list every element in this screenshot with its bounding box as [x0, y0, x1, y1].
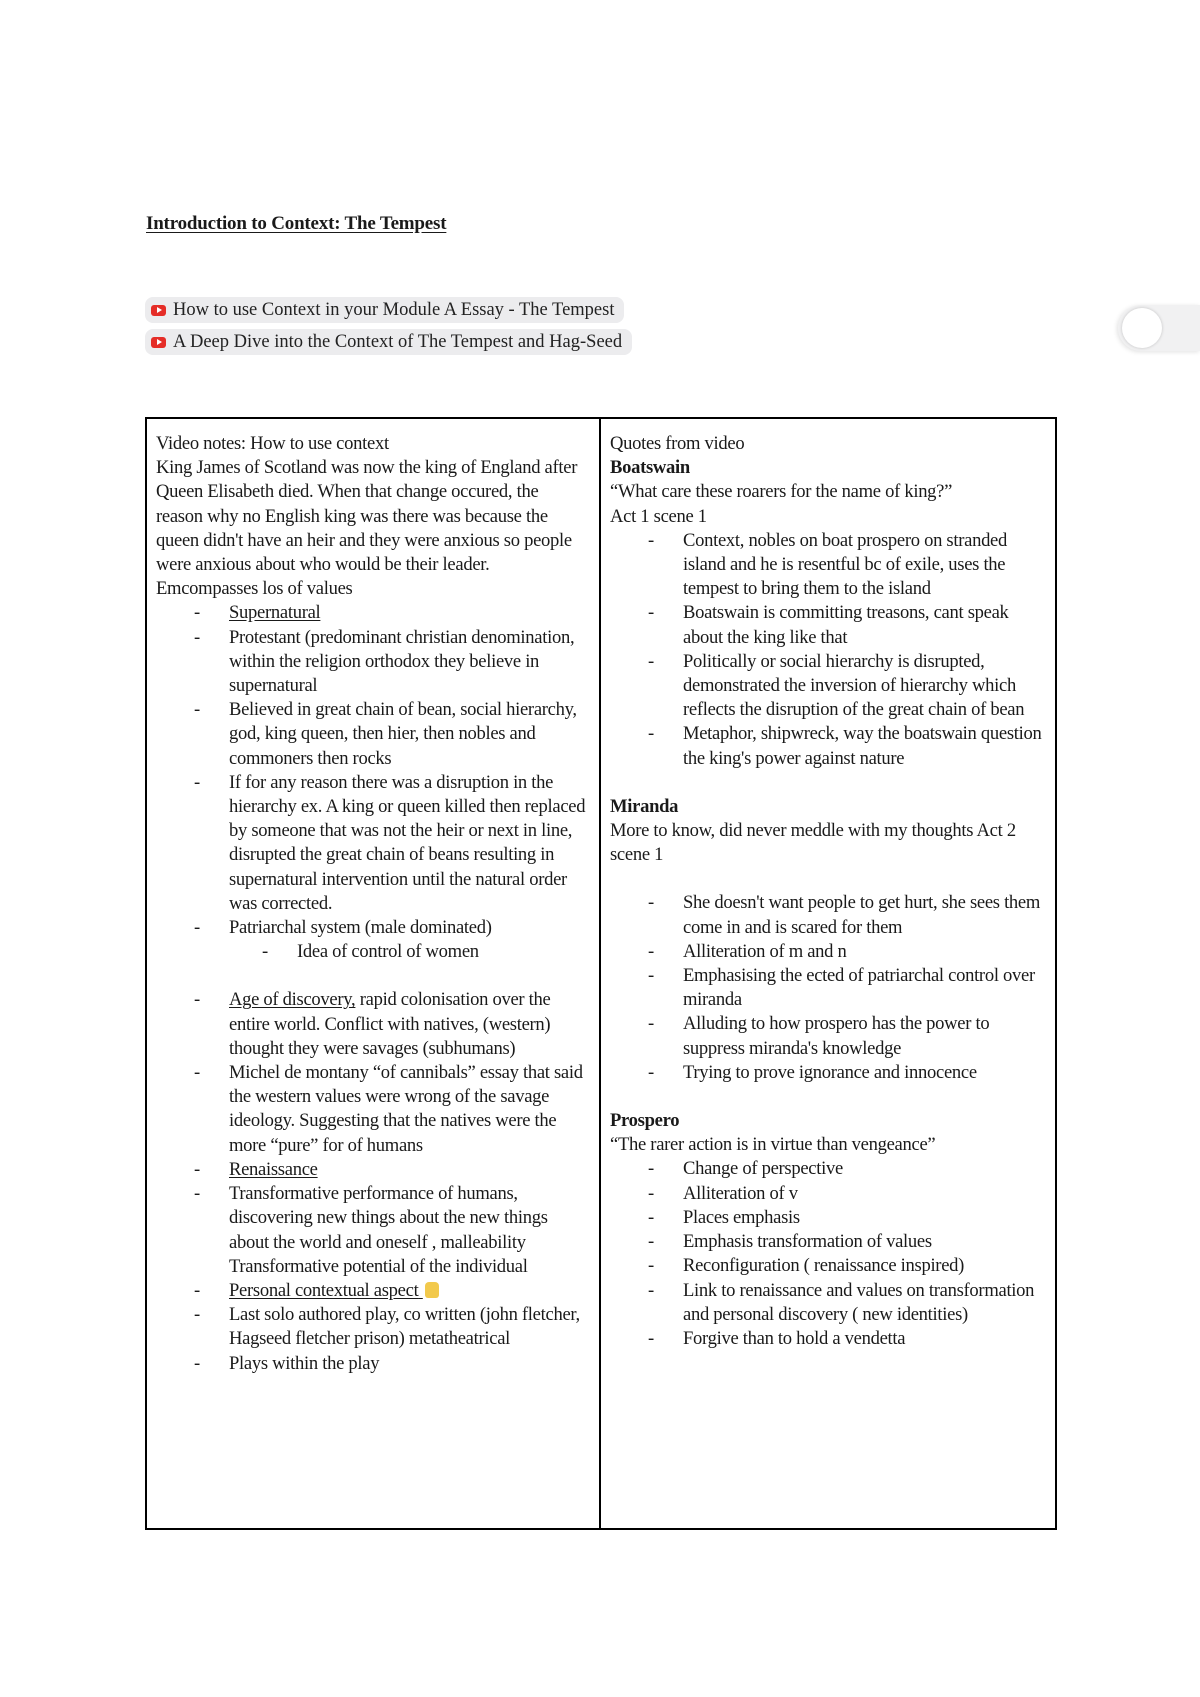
- side-panel-toggle[interactable]: [1118, 305, 1200, 351]
- patriarchy-sublist: [156, 940, 589, 964]
- list-item: - Last solo authored play, co written (john fletcher, Hagseed fletcher prison) metatheatrical: [156, 1303, 589, 1351]
- character-name-prospero: Prospero: [610, 1110, 680, 1132]
- quotes-column: [601, 419, 1055, 1528]
- list-item: - Link to renaissance and values on transformation and personal discovery ( new identities): [610, 1279, 1045, 1327]
- spacer: [156, 964, 589, 988]
- values-list: [156, 601, 589, 940]
- miranda-notes: [610, 891, 1045, 1085]
- list-item: - Personal contextual aspect: [156, 1279, 589, 1303]
- list-item: - Politically or social hierarchy is disrupted, demonstrated the inversion of hierarchy which reflects the disruption of the great chain of bean: [610, 650, 1045, 723]
- notes-table: [145, 417, 1057, 1530]
- character-name-boatswain: Boatswain: [610, 457, 690, 479]
- boatswain-reference: Act 1 scene 1: [610, 505, 707, 527]
- video-notes-heading: Video notes: How to use context: [156, 433, 389, 454]
- list-item: - Trying to prove ignorance and innocence: [610, 1061, 1045, 1085]
- spacer: [610, 867, 1045, 891]
- list-item: - Alliteration of v: [610, 1182, 1045, 1206]
- list-item: - Michel de montany “of cannibals” essay that said the western values were wrong of the savage ideology. Suggesting that the natives were the more “pure” for of humans: [156, 1061, 589, 1158]
- page-title: Introduction to Context: The Tempest: [146, 213, 447, 234]
- thumbs-up-icon: [425, 1282, 439, 1298]
- list-item: - Places emphasis: [610, 1206, 1045, 1230]
- youtube-icon: [151, 337, 166, 348]
- list-item: - Plays within the play: [156, 1352, 589, 1376]
- list-item: - Forgive than to hold a vendetta: [610, 1327, 1045, 1351]
- list-item: - Boatswain is committing treasons, cant speak about the king like that: [610, 601, 1045, 649]
- list-item: - Emphasising the ected of patriarchal control over miranda: [610, 964, 1045, 1012]
- video-link-label: A Deep Dive into the Context of The Tempest and Hag-Seed: [173, 331, 623, 352]
- spacer: [610, 771, 1045, 795]
- youtube-icon: [151, 305, 166, 316]
- list-item: - Supernatural: [156, 601, 589, 625]
- list-item: - Metaphor, shipwreck, way the boatswain question the king's power against nature: [610, 722, 1045, 770]
- list-item: - Change of perspective: [610, 1157, 1045, 1181]
- list-item: - Renaissance: [156, 1158, 589, 1182]
- video-links: [145, 297, 632, 361]
- list-item: - If for any reason there was a disruption in the hierarchy ex. A king or queen killed then replaced by someone that was not the heir or next in line, disrupted the great chain of beans resulting in supernatural intervention until the natural order was corrected.: [156, 771, 589, 916]
- prospero-quote: “The rarer action is in virtue than vengeance”: [610, 1134, 936, 1156]
- spacer: [610, 1085, 1045, 1109]
- values-list-continued: [156, 988, 589, 1375]
- list-item: - Context, nobles on boat prospero on stranded island and he is resentful bc of exile, uses the tempest to bring them to the island: [610, 529, 1045, 602]
- video-link-context-essay[interactable]: [145, 297, 624, 323]
- list-item: - She doesn't want people to get hurt, she sees them come in and is scared for them: [610, 891, 1045, 939]
- list-item: - Emphasis transformation of values: [610, 1230, 1045, 1254]
- miranda-quote: More to know, did never meddle with my thoughts Act 2 scene 1: [610, 820, 1016, 866]
- video-notes-column: [147, 419, 601, 1528]
- list-item: - Idea of control of women: [224, 940, 589, 964]
- prospero-notes: [610, 1157, 1045, 1351]
- list-item: - Alliteration of m and n: [610, 940, 1045, 964]
- quotes-heading: Quotes from video: [610, 433, 745, 454]
- list-item: - Patriarchal system (male dominated): [156, 916, 589, 940]
- list-item: - Protestant (predominant christian denomination, within the religion orthodox they believe in supernatural: [156, 626, 589, 699]
- list-item: - Transformative performance of humans, discovering new things about the new things about the world and oneself , malleability Transformative potential of the individual: [156, 1182, 589, 1279]
- values-line: Emcompasses los of values: [156, 578, 353, 600]
- list-item: - Alluding to how prospero has the power to suppress miranda's knowledge: [610, 1012, 1045, 1060]
- character-name-miranda: Miranda: [610, 795, 679, 817]
- boatswain-notes: [610, 529, 1045, 771]
- boatswain-quote: “What care these roarers for the name of king?”: [610, 481, 953, 503]
- video-notes-intro: King James of Scotland was now the king of England after Queen Elisabeth died. When that change occured, the reason why no English king was there was because the queen didn't have an heir and they were anxious so people were anxious about who would be their leader.: [156, 457, 578, 576]
- list-item: - Believed in great chain of bean, social hierarchy, god, king queen, then hier, then nobles and commoners then rocks: [156, 698, 589, 771]
- list-item: - Reconfiguration ( renaissance inspired): [610, 1254, 1045, 1278]
- list-item: - Age of discovery, rapid colonisation over the entire world. Conflict with natives, (western) thought they were savages (subhumans): [156, 988, 589, 1061]
- video-link-deep-dive[interactable]: [145, 329, 632, 355]
- video-link-label: How to use Context in your Module A Essay - The Tempest: [173, 299, 615, 320]
